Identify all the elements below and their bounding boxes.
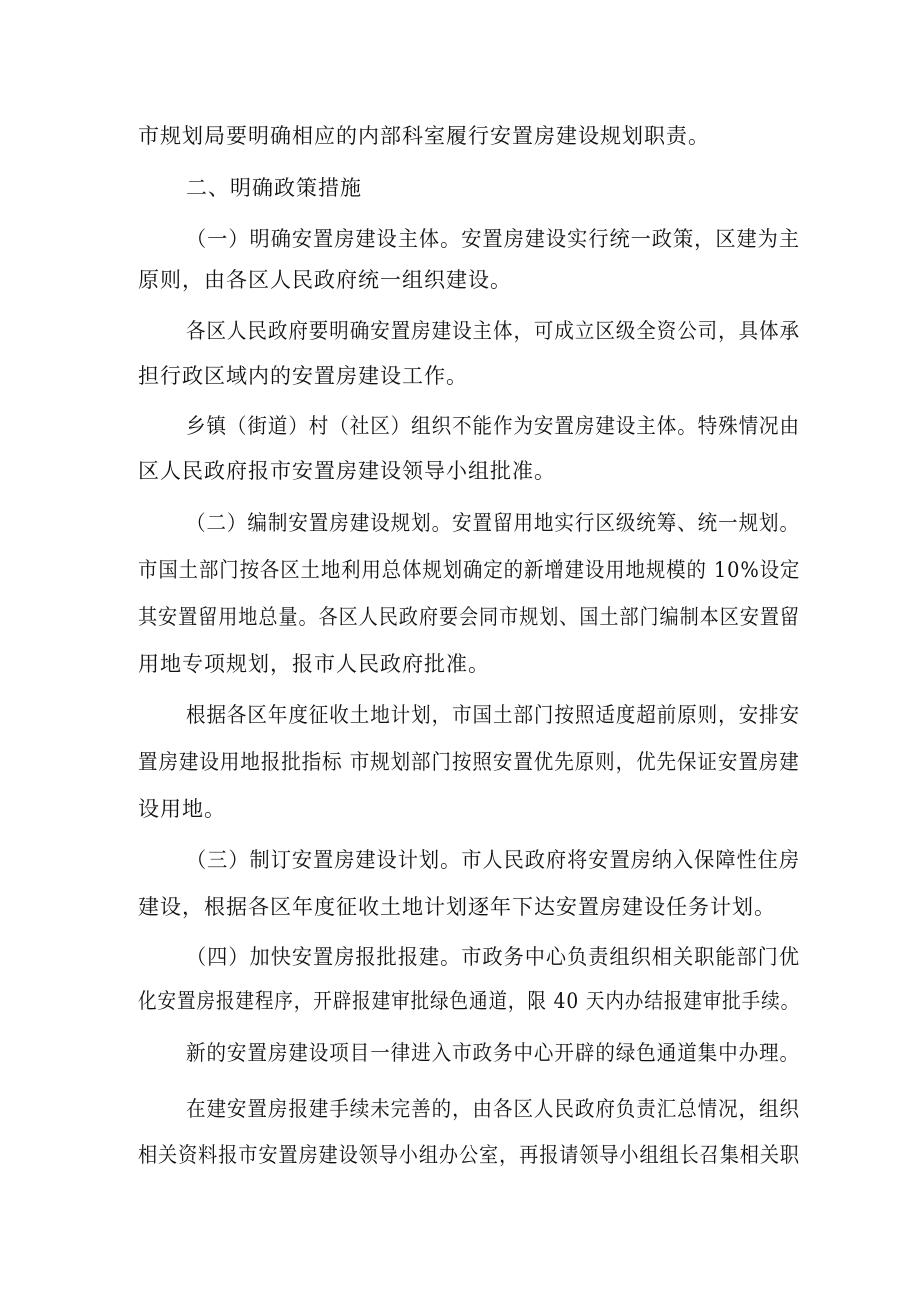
text-line: 用地专项规划，报市人民政府批准。 — [138, 652, 490, 676]
section-heading: 二、明确政策措施 — [186, 176, 362, 200]
text-line: 新的安置房建设项目一律进入市政务中心开辟的绿色通道集中办理。 — [186, 1041, 800, 1065]
text-line: 担行政区域内的安置房建设工作。 — [138, 364, 468, 388]
text-line: 相关资料报市安置房建设领导小组办公室，再报请领导小组组长召集相关职 — [138, 1143, 800, 1167]
text-line: （一）明确安置房建设主体。安置房建设实行统一政策，区建为主 — [186, 227, 801, 251]
text-line: （三）制订安置房建设计划。市人民政府将安置房纳入保障性住房 — [186, 848, 801, 872]
text-line: 其安置留用地总量。各区人民政府要会同市规划、国土部门编制本区安置留 — [138, 605, 800, 629]
text-line: 原则，由各区人民政府统一组织建设。 — [138, 268, 512, 292]
text-line: 市规划局要明确相应的内部科室履行安置房建设规划职责。 — [138, 124, 710, 148]
text-line: 设用地。 — [138, 797, 226, 821]
text-line: 市国土部门按各区土地利用总体规划确定的新增建设用地规模的 10%设定 — [138, 558, 801, 582]
text-line: 建设，根据各区年度征收土地计划逐年下达安置房建设任务计划。 — [138, 895, 776, 919]
text-line: 区人民政府报市安置房建设领导小组批准。 — [138, 459, 556, 483]
text-line: 在建安置房报建手续未完善的，由各区人民政府负责汇总情况，组织 — [186, 1097, 800, 1121]
text-line: （二）编制安置房建设规划。安置留用地实行区级统筹、统一规划。 — [186, 511, 800, 535]
text-line: 置房建设用地报批指标 市规划部门按照安置优先原则，优先保证安置房建 — [138, 750, 800, 774]
text-line: 乡镇（街道）村（社区）组织不能作为安置房建设主体。特殊情况由 — [186, 414, 800, 438]
text-line: 化安置房报建程序，开辟报建审批绿色通道，限 40 天内办结报建审批手续。 — [138, 989, 801, 1013]
text-line: 各区人民政府要明确安置房建设主体，可成立区级全资公司，具体承 — [186, 319, 800, 343]
text-line: （四）加快安置房报批报建。市政务中心负责组织相关职能部门优 — [186, 945, 801, 969]
text-line: 根据各区年度征收土地计划，市国土部门按照适度超前原则，安排安 — [186, 703, 800, 727]
